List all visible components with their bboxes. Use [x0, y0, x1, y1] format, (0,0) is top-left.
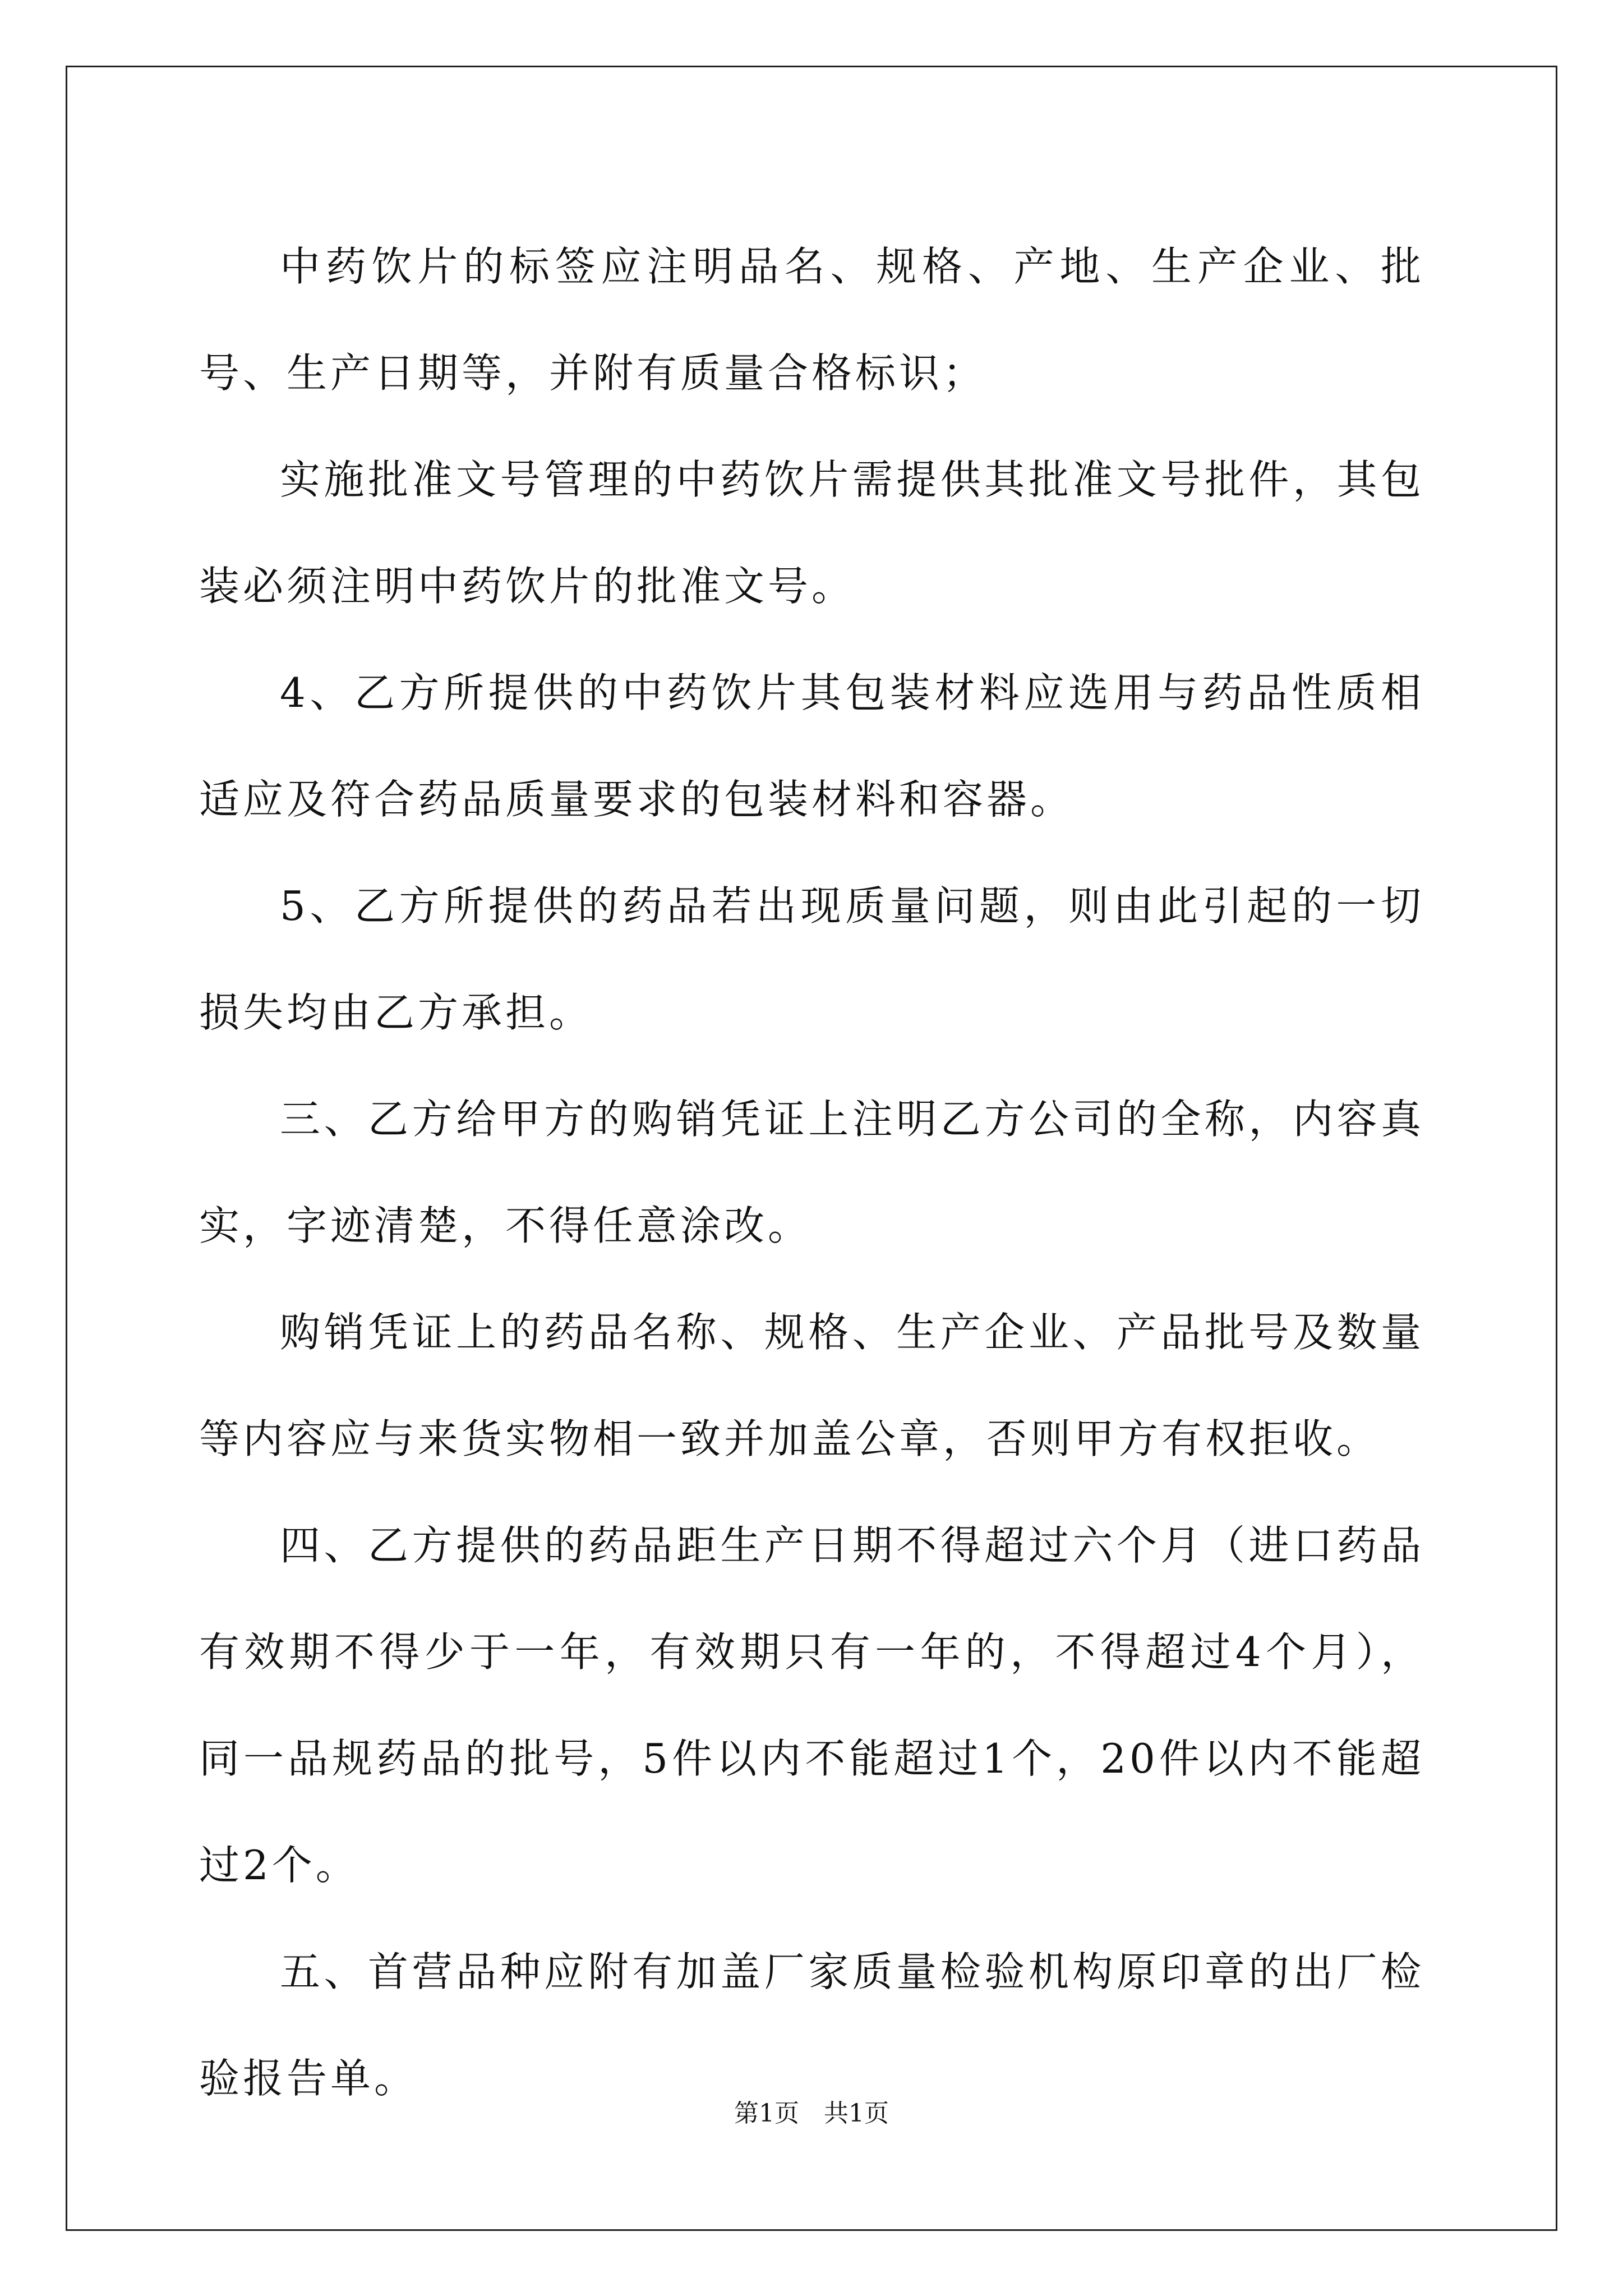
paragraph-production-date: 四、乙方提供的药品距生产日期不得超过六个月（进口药品有效期不得少于一年，有效期只有一年的，不得超过4个月），同一品规药品的批号，5件以内不能超过1个，20件以内不能超过2个。	[199, 1522, 1424, 1889]
paragraph-inspection-report: 五、首营品种应附有加盖厂家质量检验机构原印章的出厂检验报告单。	[199, 1948, 1424, 2102]
paragraph-herbal-label: 中药饮片的标签应注明品名、规格、产地、生产企业、批号、生产日期等，并附有质量合格标识；	[199, 243, 1424, 397]
paragraph-sales-voucher: 三、乙方给甲方的购销凭证上注明乙方公司的全称，内容真实，字迹清楚，不得任意涂改。	[199, 1096, 1424, 1249]
page-footer: 第1页 共1页	[734, 2099, 889, 2128]
paragraph-quality-liability: 5、乙方所提供的药品若出现质量问题，则由此引起的一切损失均由乙方承担。	[199, 882, 1424, 1036]
document-body	[199, 213, 1424, 2132]
paragraph-voucher-consistency: 购销凭证上的药品名称、规格、生产企业、产品批号及数量等内容应与来货实物相一致并加盖公章，否则甲方有权拒收。	[199, 1309, 1424, 1462]
paragraph-approval-number: 实施批准文号管理的中药饮片需提供其批准文号批件，其包装必须注明中药饮片的批准文号。	[199, 456, 1424, 610]
paragraph-packaging-material: 4、乙方所提供的中药饮片其包装材料应选用与药品性质相适应及符合药品质量要求的包装材料和容器。	[199, 669, 1424, 823]
